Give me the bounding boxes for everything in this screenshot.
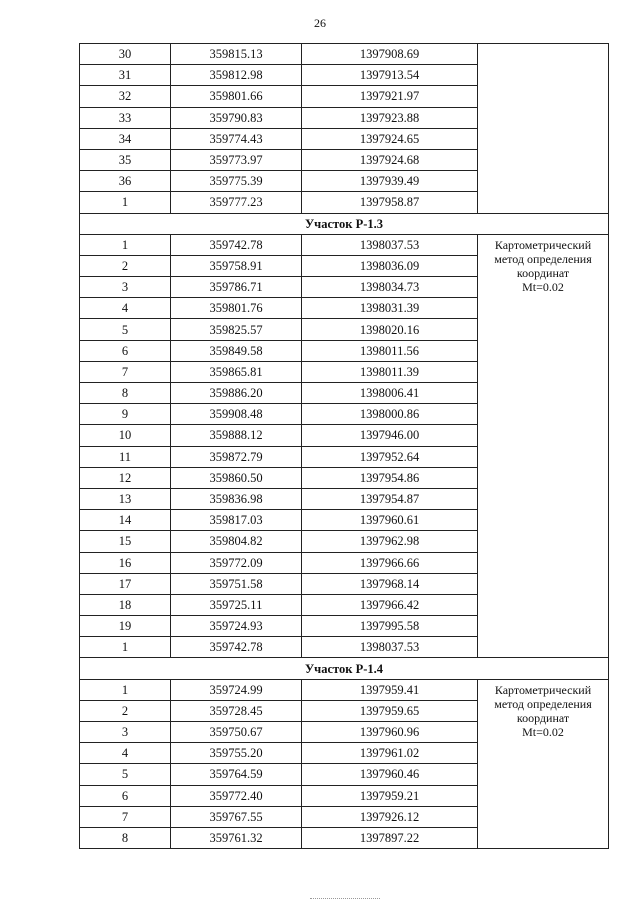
point-number-cell: 6 — [80, 785, 171, 806]
page-number: 26 — [314, 16, 326, 30]
point-number-cell: 35 — [80, 149, 171, 170]
method-note-line: Картометрический — [494, 237, 592, 252]
coordinates-table — [79, 43, 609, 849]
y-coordinate-cell: 1397961.02 — [302, 743, 478, 764]
point-number-cell: 16 — [80, 552, 171, 573]
y-coordinate-cell: 1397939.49 — [302, 171, 478, 192]
point-number-cell: 9 — [80, 404, 171, 425]
point-number-cell: 34 — [80, 128, 171, 149]
x-coordinate-cell: 359817.03 — [171, 510, 302, 531]
point-number-cell: 7 — [80, 361, 171, 382]
x-coordinate-cell: 359886.20 — [171, 383, 302, 404]
x-coordinate-cell: 359801.76 — [171, 298, 302, 319]
point-number-cell: 3 — [80, 277, 171, 298]
point-number-cell: 6 — [80, 340, 171, 361]
y-coordinate-cell: 1397924.65 — [302, 128, 478, 149]
y-coordinate-cell: 1397966.42 — [302, 594, 478, 615]
table-row — [80, 44, 609, 65]
point-number-cell: 33 — [80, 107, 171, 128]
x-coordinate-cell: 359908.48 — [171, 404, 302, 425]
section-title: Участок Р-1.4 — [80, 658, 609, 679]
point-number-cell: 19 — [80, 616, 171, 637]
x-coordinate-cell: 359865.81 — [171, 361, 302, 382]
y-coordinate-cell: 1397924.68 — [302, 149, 478, 170]
x-coordinate-cell: 359772.40 — [171, 785, 302, 806]
y-coordinate-cell: 1398006.41 — [302, 383, 478, 404]
method-note-cell — [478, 234, 609, 658]
point-number-cell: 15 — [80, 531, 171, 552]
y-coordinate-cell: 1398036.09 — [302, 255, 478, 276]
x-coordinate-cell: 359761.32 — [171, 827, 302, 848]
point-number-cell: 1 — [80, 234, 171, 255]
method-note-line: координат — [516, 265, 570, 280]
y-coordinate-cell: 1397921.97 — [302, 86, 478, 107]
method-note-line: координат — [516, 710, 570, 725]
x-coordinate-cell: 359724.93 — [171, 616, 302, 637]
x-coordinate-cell: 359750.67 — [171, 722, 302, 743]
point-number-cell: 8 — [80, 827, 171, 848]
point-number-cell: 2 — [80, 255, 171, 276]
y-coordinate-cell: 1397962.98 — [302, 531, 478, 552]
point-number-cell: 3 — [80, 722, 171, 743]
x-coordinate-cell: 359767.55 — [171, 806, 302, 827]
y-coordinate-cell: 1397923.88 — [302, 107, 478, 128]
y-coordinate-cell: 1397946.00 — [302, 425, 478, 446]
point-number-cell: 1 — [80, 192, 171, 213]
y-coordinate-cell: 1398037.53 — [302, 637, 478, 658]
x-coordinate-cell: 359786.71 — [171, 277, 302, 298]
x-coordinate-cell: 359790.83 — [171, 107, 302, 128]
x-coordinate-cell: 359888.12 — [171, 425, 302, 446]
x-coordinate-cell: 359772.09 — [171, 552, 302, 573]
point-number-cell: 14 — [80, 510, 171, 531]
point-number-cell: 31 — [80, 65, 171, 86]
point-number-cell: 1 — [80, 637, 171, 658]
table-row — [80, 234, 609, 255]
method-note-cell — [478, 44, 609, 214]
point-number-cell: 18 — [80, 594, 171, 615]
y-coordinate-cell: 1398037.53 — [302, 234, 478, 255]
y-coordinate-cell: 1398000.86 — [302, 404, 478, 425]
x-coordinate-cell: 359815.13 — [171, 44, 302, 65]
point-number-cell: 13 — [80, 488, 171, 509]
page-bottom-mark — [310, 898, 380, 900]
x-coordinate-cell: 359742.78 — [171, 637, 302, 658]
point-number-cell: 12 — [80, 467, 171, 488]
x-coordinate-cell: 359725.11 — [171, 594, 302, 615]
point-number-cell: 32 — [80, 86, 171, 107]
point-number-cell: 5 — [80, 764, 171, 785]
y-coordinate-cell: 1397952.64 — [302, 446, 478, 467]
method-note-line: Mt=0.02 — [522, 724, 564, 739]
y-coordinate-cell: 1397960.96 — [302, 722, 478, 743]
x-coordinate-cell: 359804.82 — [171, 531, 302, 552]
y-coordinate-cell: 1398011.56 — [302, 340, 478, 361]
y-coordinate-cell: 1398020.16 — [302, 319, 478, 340]
method-note-line: Картометрический — [494, 682, 592, 697]
x-coordinate-cell: 359860.50 — [171, 467, 302, 488]
point-number-cell: 2 — [80, 700, 171, 721]
x-coordinate-cell: 359773.97 — [171, 149, 302, 170]
point-number-cell: 11 — [80, 446, 171, 467]
point-number-cell: 4 — [80, 743, 171, 764]
point-number-cell: 5 — [80, 319, 171, 340]
section-title: Участок Р-1.3 — [80, 213, 609, 234]
y-coordinate-cell: 1397995.58 — [302, 616, 478, 637]
y-coordinate-cell: 1397968.14 — [302, 573, 478, 594]
x-coordinate-cell: 359764.59 — [171, 764, 302, 785]
x-coordinate-cell: 359758.91 — [171, 255, 302, 276]
y-coordinate-cell: 1397954.87 — [302, 488, 478, 509]
y-coordinate-cell: 1397959.21 — [302, 785, 478, 806]
point-number-cell: 7 — [80, 806, 171, 827]
section-header-row — [80, 658, 609, 679]
x-coordinate-cell: 359724.99 — [171, 679, 302, 700]
point-number-cell: 36 — [80, 171, 171, 192]
x-coordinate-cell: 359825.57 — [171, 319, 302, 340]
point-number-cell: 8 — [80, 383, 171, 404]
y-coordinate-cell: 1397954.86 — [302, 467, 478, 488]
x-coordinate-cell: 359849.58 — [171, 340, 302, 361]
y-coordinate-cell: 1397960.46 — [302, 764, 478, 785]
y-coordinate-cell: 1398011.39 — [302, 361, 478, 382]
coordinates-table-body — [80, 44, 609, 849]
point-number-cell: 10 — [80, 425, 171, 446]
y-coordinate-cell: 1398034.73 — [302, 277, 478, 298]
method-note-line: Mt=0.02 — [522, 279, 564, 294]
y-coordinate-cell: 1397926.12 — [302, 806, 478, 827]
method-note-line: метод определения — [494, 251, 592, 266]
x-coordinate-cell: 359812.98 — [171, 65, 302, 86]
section-header-row — [80, 213, 609, 234]
method-note-cell — [478, 679, 609, 849]
point-number-cell: 4 — [80, 298, 171, 319]
y-coordinate-cell: 1397959.41 — [302, 679, 478, 700]
y-coordinate-cell: 1397908.69 — [302, 44, 478, 65]
y-coordinate-cell: 1397913.54 — [302, 65, 478, 86]
x-coordinate-cell: 359751.58 — [171, 573, 302, 594]
x-coordinate-cell: 359777.23 — [171, 192, 302, 213]
table-row — [80, 679, 609, 700]
y-coordinate-cell: 1398031.39 — [302, 298, 478, 319]
y-coordinate-cell: 1397966.66 — [302, 552, 478, 573]
point-number-cell: 17 — [80, 573, 171, 594]
y-coordinate-cell: 1397960.61 — [302, 510, 478, 531]
y-coordinate-cell: 1397959.65 — [302, 700, 478, 721]
y-coordinate-cell: 1397897.22 — [302, 827, 478, 848]
x-coordinate-cell: 359872.79 — [171, 446, 302, 467]
x-coordinate-cell: 359755.20 — [171, 743, 302, 764]
y-coordinate-cell: 1397958.87 — [302, 192, 478, 213]
point-number-cell: 1 — [80, 679, 171, 700]
x-coordinate-cell: 359774.43 — [171, 128, 302, 149]
method-note-line: метод определения — [494, 696, 592, 711]
x-coordinate-cell: 359728.45 — [171, 700, 302, 721]
x-coordinate-cell: 359742.78 — [171, 234, 302, 255]
point-number-cell: 30 — [80, 44, 171, 65]
x-coordinate-cell: 359801.66 — [171, 86, 302, 107]
x-coordinate-cell: 359836.98 — [171, 488, 302, 509]
x-coordinate-cell: 359775.39 — [171, 171, 302, 192]
